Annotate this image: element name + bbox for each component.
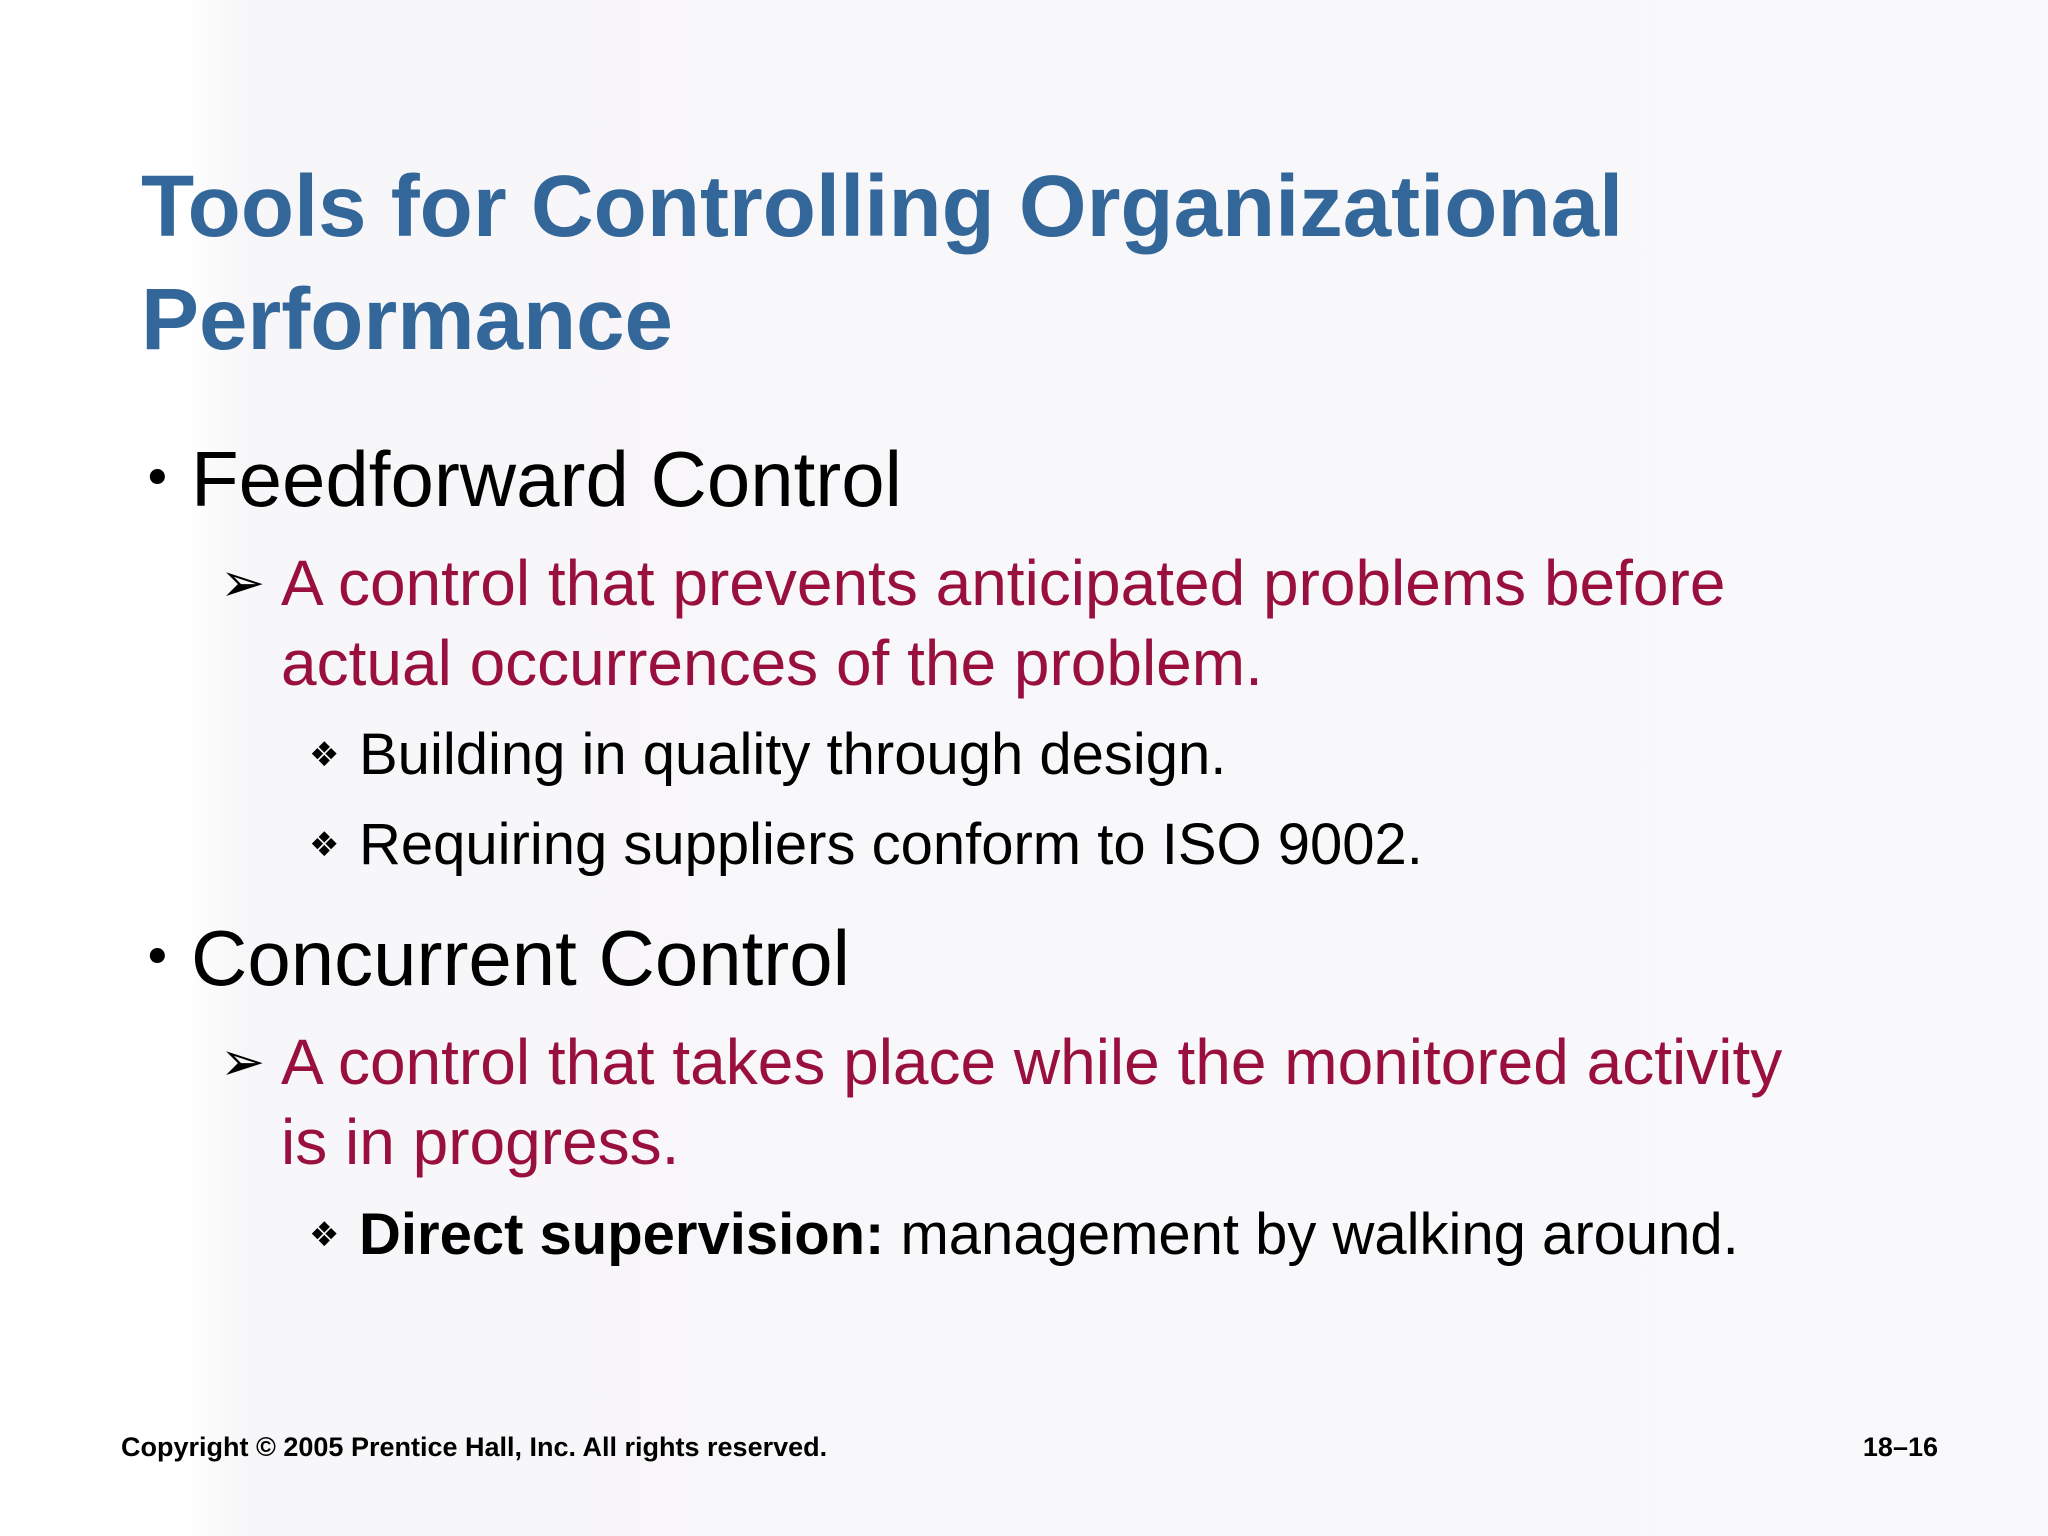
slide-number: 18–16 (1862, 1432, 1938, 1462)
concurrent-example-description: management by walking around. (884, 1202, 1739, 1267)
concurrent-heading: Concurrent Control (191, 914, 850, 1002)
diamond-bullet-icon: ❖ (309, 1215, 340, 1255)
arrow-bullet-icon: ➢ (220, 1030, 266, 1093)
slide-title-line-2: Performance (141, 271, 673, 368)
slide-title-line-1: Tools for Controlling Organizational (141, 158, 1624, 255)
concurrent-example (359, 1200, 1739, 1270)
arrow-bullet-icon: ➢ (220, 551, 266, 614)
concurrent-example-term: Direct supervision: (359, 1202, 885, 1267)
diamond-bullet-icon: ❖ (309, 735, 340, 775)
bullet-dot-icon: • (142, 928, 173, 988)
feedforward-definition-line-2: actual occurrences of the problem. (281, 627, 1263, 699)
copyright-footer: Copyright © 2005 Prentice Hall, Inc. All rights reserved. (121, 1432, 828, 1462)
feedforward-example-1: Building in quality through design. (359, 722, 1227, 787)
slide-title (141, 150, 1901, 376)
concurrent-definition-line-1: A control that takes place while the monitored activity (281, 1026, 1783, 1098)
bullet-dot-icon: • (142, 449, 173, 509)
concurrent-definition-line-2: is in progress. (281, 1106, 680, 1178)
feedforward-example-2: Requiring suppliers conform to ISO 9002. (359, 812, 1423, 877)
feedforward-definition-line-1: A control that prevents anticipated problems before (281, 547, 1726, 619)
feedforward-heading: Feedforward Control (191, 435, 902, 523)
diamond-bullet-icon: ❖ (309, 825, 340, 865)
